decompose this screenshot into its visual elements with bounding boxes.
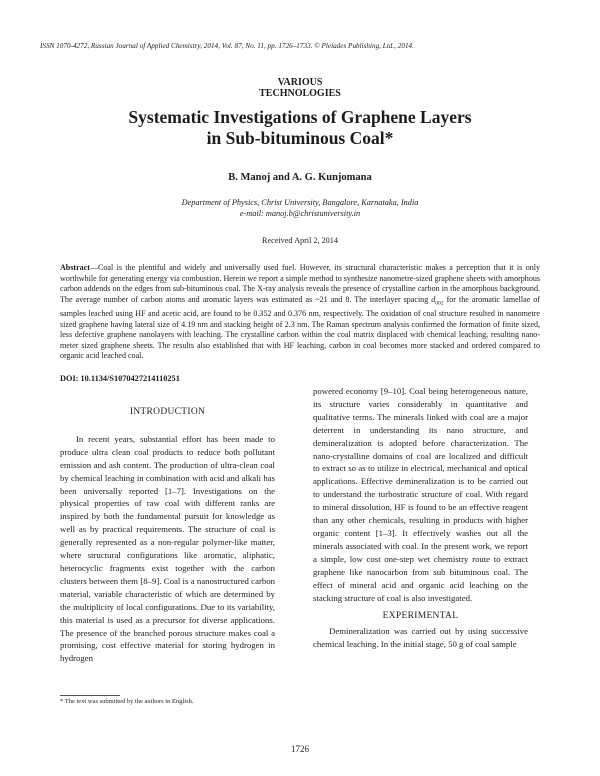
left-column <box>60 406 275 665</box>
experimental-heading: EXPERIMENTAL <box>382 611 459 622</box>
paper-title-line1: Systematic Investigations of Graphene Layers <box>128 107 472 127</box>
footnote-divider <box>60 695 120 696</box>
paper-title-line2: in Sub-bituminous Coal* <box>206 128 394 148</box>
experimental-paragraph: Demineralization was carried out by using successive chemical leaching. In the initial stage, 50 g of coal sample <box>313 626 528 650</box>
doi: DOI: 10.1134/S1070427214110251 <box>60 374 180 383</box>
section-label-line2: TECHNOLOGIES <box>259 88 341 99</box>
introduction-continuation: powered economy [9–10]. Coal being heterogeneous nature, its structure varies considerably in quantitative and qualitative terms. The minerals linked with coal are a major deterrent in understanding its nano structure, and demineralization is adopted before characterization. The nano-crystalline domains of coal are localized and difficult to extract so as to utilize in electrical, mechanical and optical applications. Effective demineralization is to be carried out to understand the turbostratic structure of coal. With regard to mineral dissolution, HF is found to be an effective reagent than any other chemicals, resulting in products with higher organic content [1–3]. It effectively washes out all the minerals associated with coal. In the present work, we report a simple, low cost one-step wet chemistry route to extract graphene like nanocarbon from sub bituminous coal. The effect of mineral acid and organic acid leaching on the stacking structure of coal is also investigated. <box>313 386 528 603</box>
abstract <box>60 263 540 362</box>
affiliation-institution: Department of Physics, Christ University, Bangalore, Karnataka, India <box>181 198 419 207</box>
section-label-line1: VARIOUS <box>277 77 323 88</box>
right-column <box>313 385 528 651</box>
abstract-text-part2: for the aromatic lamellae of samples leached using HF and acetic acid, are found to be 0.352 and 0.376 nm, respectively. The oxidation of coal structure resulted in nanometre sized graphene having lateral size of 4.19 nm and stacking height of 2.3 nm. The Raman spectrum analysis confirmed the formation of finite sized, less defective graphene nanolayers with leaching. The crystalline carbon within the coal matrix displaced with chemical leaching, resulting nano-meter sized graphene sheets. The results also established that with HF leaching, carbon in coal becomes more stacked and ordered compared to organic acid leached coal. <box>60 294 540 361</box>
abstract-label: Abstract <box>60 263 90 272</box>
abstract-d-subscript: 002 <box>435 300 444 307</box>
affiliation-email: e-mail: manoj.b@christuniversity.in <box>239 208 361 218</box>
abstract-d-symbol: d <box>431 294 436 304</box>
abstract-text-part1: —Coal is the plentiful and widely and universally used fuel. However, its structural characteristic makes a perception that it is only worthwhile for generating energy via combustion. Herein we report a simple method to synthesize nanometre-sized graphene sheets with amorphous carbon addends on the edges from sub-bituminous coal. The X-ray analysis reveals the presence of crystalline carbon in the amorphous background. The average number of carbon atoms and aromatic layers was estimated as ~21 and 8. The interlayer spacing <box>60 263 540 304</box>
page-number: 1726 <box>291 744 309 754</box>
affiliation <box>0 198 600 219</box>
introduction-paragraph: In recent years, substantial effort has been made to produce ultra clean coal products to reduce both pollutant emission and ash content. The production of ultra-clean coal by chemical leaching in combination with acid and alkali has been universally reported [1–7]. Investigations on the physical properties of raw coal with different ranks are inspired by both the fundamental pursuit for knowledge as well as by practical requirements. The structure of coal is generally represented as a non-regular polymer-like matter, where structural configurations like aromatic, aliphatic, heterocyclic fragments exist together with the carbon clusters between them [8–9]. Coal is a nanostructured carbon material, variable characteristic of which are determined by the multiplicity of local configurations. Due to its variability, this material is used as a precursor for diverse applications. The presence of the branched porous structure makes coal a promising, cost effective material for storing hydrogen in hydrogen <box>60 433 275 664</box>
authors: B. Manoj and A. G. Kunjomana <box>228 172 372 183</box>
introduction-heading: INTRODUCTION <box>129 407 206 417</box>
received-date: Received April 2, 2014 <box>262 236 338 245</box>
paper-title <box>0 107 600 149</box>
journal-citation-header: ISSN 1070-4272, Russian Journal of Applied Chemistry, 2014, Vol. 87, No. 11, pp. 1726–1733. © Pleiades Publishing, Ltd., 2014. <box>40 42 414 50</box>
footnote: * The text was submitted by the authors in English. <box>60 698 194 705</box>
